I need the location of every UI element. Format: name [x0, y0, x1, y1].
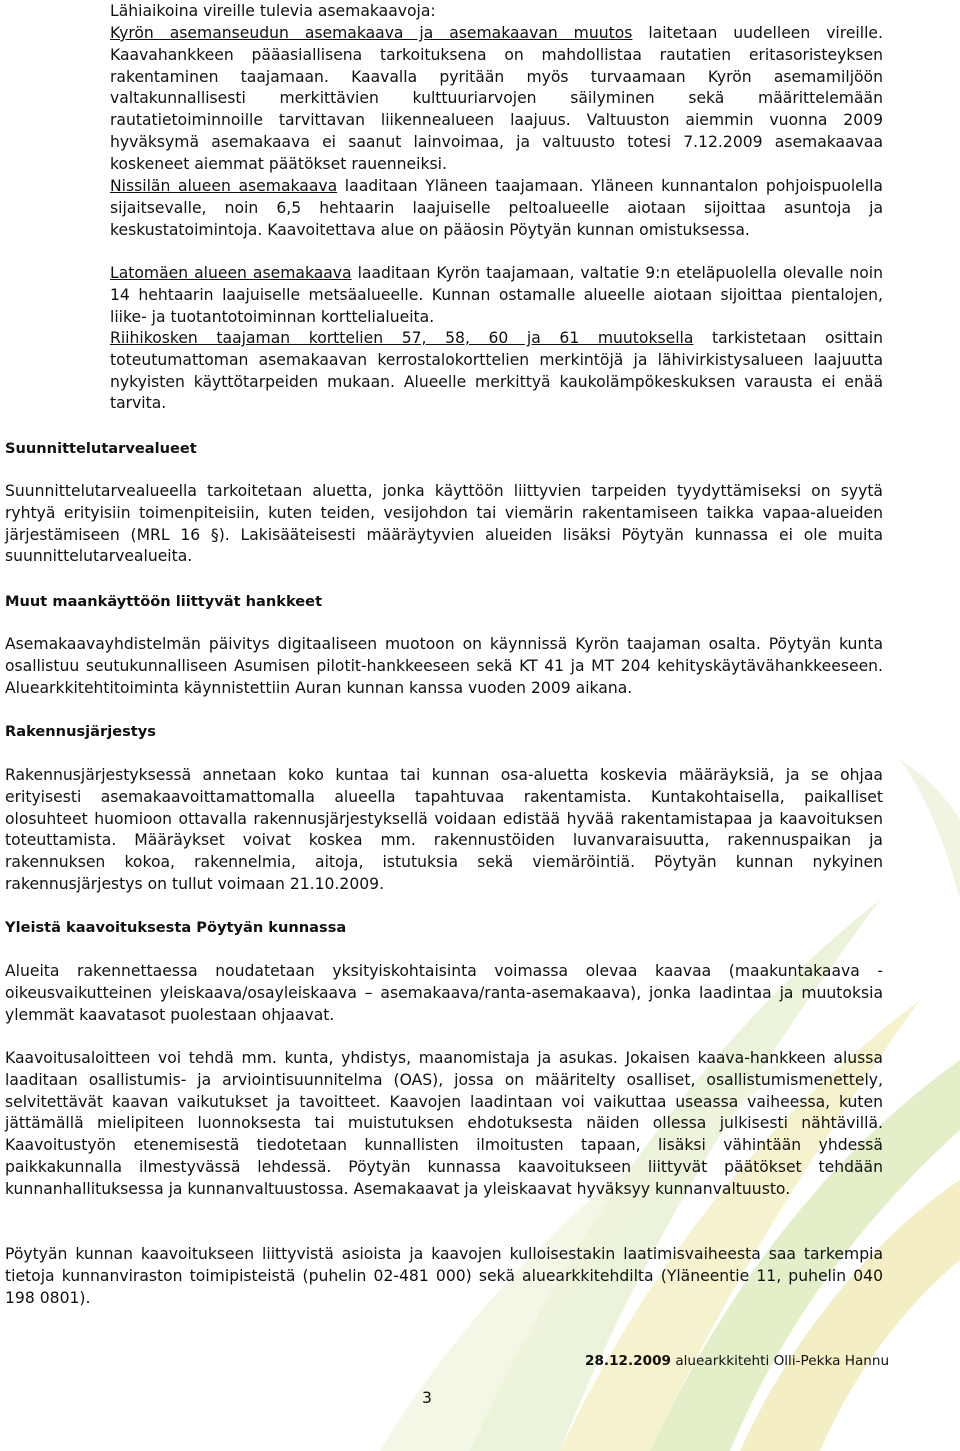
paragraph-yleista-3: Pöytyän kunnan kaavoitukseen liittyvistä asioista ja kaavojen kulloisestakin laatimisvaiheesta saa tarkempia tietoja kunnanviraston toimipisteistä (puhelin 02-481 000) sekä aluearkkitehdilta (Yläneentie 11, puhelin 040 198 0801).: [5, 1245, 883, 1307]
paragraph-yleista-1: Alueita rakennettaessa noudatetaan yksityiskohtaisinta voimassa olevaa kaavaa (maakuntakaava - oikeusvaikutteinen yleiskaava/osayleiskaava – asemakaava/ranta-asemakaava), jonka laadintaa ja muutoksia ylemmät kaavatasot puolestaan ohjaavat.: [5, 962, 883, 1024]
plan-riihikoski: [110, 328, 883, 415]
intro-line2-rest: laitetaan uudelleen vireille.: [632, 24, 883, 42]
paragraph-muut-hankkeet: Asemakaavayhdistelmän päivitys digitaaliseen muotoon on käynnissä Kyrön taajaman osalta. Pöytyän kunta osallistuu seutukunnalliseen Asumisen pilotit-hankkeeseen sekä KT 41 ja MT 204 kehityskäytävähankkeeseen. Aluearkkitehtitoiminta käynnistettiin Auran kunnan kanssa vuoden 2009 aikana.: [5, 635, 883, 697]
heading-muut-hankkeet: Muut maankäyttöön liittyvät hankkeet: [5, 593, 323, 610]
heading-rakennusjarjestys: Rakennusjärjestys: [5, 723, 156, 740]
riihikoski-plan-text: tarkistetaan osittain toteutumattoman asemakaavan kerrostalokorttelien merkintöjä ja lähivirkistysalueen laajuutta nykyisten käyttötarpeiden mukaan. Alueelle merkittyä kaukolämpökeskuksen varausta ei enää tarvita.: [110, 329, 883, 413]
heading-yleista-kaavoituksesta: Yleistä kaavoituksesta Pöytyän kunnassa: [5, 919, 347, 936]
footer-signer: aluearkkitehti Olli-Pekka Hannu: [671, 1353, 890, 1369]
footer-date: 28.12.2009: [585, 1353, 671, 1369]
heading-suunnittelutarvealueet: Suunnittelutarvealueet: [5, 440, 197, 457]
plan-nissila: [110, 176, 883, 241]
paragraph-yleista-2: Kaavoitusaloitteen voi tehdä mm. kunta, yhdistys, maanomistaja ja asukas. Jokaisen kaava-hankkeen alussa laaditaan osallistumis- ja arviointisuunnitelma (OAS), jossa on määritelty osalliset, osallistumismenettely, selvitettävät kaavan vaikutukset ja tavoitteet. Kaavojen laadintaan voi vaikuttaa useassa vaiheessa, kuten jättämällä mielipiteen luonnoksesta tai muistutuksen ehdotuksesta näiden ollessa julkisesti nähtävillä. Kaavoitustyön etenemisestä tiedotetaan kunnallisten ilmoitusten tapaan, lisäksi vähintään yhdessä paikkakunnalla ilmestyvässä lehdessä. Pöytyän kunnassa kaavoitukseen liittyvät päätökset tehdään kunnanhallituksessa ja kunnanvaltuustossa. Asemakaavat ja yleiskaavat hyväksyy kunnanvaltuusto.: [5, 1049, 883, 1198]
intro-body: Kaavahankkeen pääasiallisena tarkoituksena on mahdollistaa rautatien eritasoristeyksen rakentaminen taajamaan. Kaavalla pyritään myös turvaamaan Kyrön asemamiljöön valtakunnallisesti merkittävien kulttuuriarvojen säilyminen sekä määrittelemään rautatietoiminnoille tarvittavan liikennealueen laajuus. Valtuuston aiemmin vuonna 2009 hyväksymä asemakaava ei saanut lainvoimaa, ja valtuusto totesi 7.12.2009 asemakaavaa koskeneet aiemmat päätökset rauenneiksi.: [110, 45, 883, 173]
footer-signature: [585, 1351, 889, 1371]
latomaki-plan-link[interactable]: Latomäen alueen asemakaava: [110, 264, 352, 282]
riihikoski-plan-link[interactable]: Riihikosken taajaman korttelien 57, 58, 60 ja 61 muutoksella: [110, 329, 694, 347]
intro-heading: Lähiaikoina vireille tulevia asemakaavoja:: [110, 2, 436, 20]
paragraph-rakennusjarjestys: Rakennusjärjestyksessä annetaan koko kuntaa tai kunnan osa-aluetta koskevia määräyksiä, ja se ohjaa erityisesti asemakaavoittamattomalla alueella tapahtuvaa rakentamista. Kuntakohtaisella, paikalliset olosuhteet huomioon ottavalla rakennusjärjestyksellä voidaan edistää hyvää rakentamistapaa ja kaavoituksen toteuttamista. Määräykset voivat koskea mm. rakennustöiden luvanvaraisuutta, rakennuspaikan ja rakennuksen kokoa, rakennelmia, aitoja, istutuksia sekä viemäröintiä. Pöytyän kunnan nykyinen rakennusjärjestys on tullut voimaan 21.10.2009.: [5, 766, 883, 893]
kyro-plan-link[interactable]: Kyrön asemanseudun asemakaava ja asemakaavan muutos: [110, 24, 633, 42]
latomaki-plan-text: laaditaan Kyrön taajamaan, valtatie 9:n eteläpuolella olevalle noin 14 hehtaarin laajuiselle metsäalueelle. Kunnan ostamalle alueelle aiotaan sijoittaa pientalojen, liike- ja tuotantotoiminnan korttelialueita.: [110, 264, 883, 326]
nissila-plan-link[interactable]: Nissilän alueen asemakaava: [110, 177, 338, 195]
plan-latomaki: [110, 263, 883, 328]
paragraph-suunnittelutarvealueet: Suunnittelutarvealueella tarkoitetaan aluetta, jonka käyttöön liittyvien tarpeiden tyydyttämiseksi on syytä ryhtyä erityisiin toimenpiteisiin, kuten teiden, vesijohdon tai viemärin rakentamiseen taikka vapaa-alueiden järjestämiseen (MRL 16 §). Lakisääteisesti määräytyvien alueiden lisäksi Pöytyän kunnassa ei ole muita suunnittelutarvealueita.: [5, 482, 883, 566]
page-number: 3: [422, 1389, 432, 1407]
nissila-plan-text: laaditaan Yläneen taajamaan. Yläneen kunnantalon pohjoispuolella sijaitsevalle, noin 6,5 hehtaarin laajuiselle peltoalueelle aiotaan sijoittaa asuntoja ja keskustatoimintoja. Kaavoitettava alue on pääosin Pöytyän kunnan omistuksessa.: [110, 177, 883, 239]
intro-paragraph: [110, 23, 883, 176]
